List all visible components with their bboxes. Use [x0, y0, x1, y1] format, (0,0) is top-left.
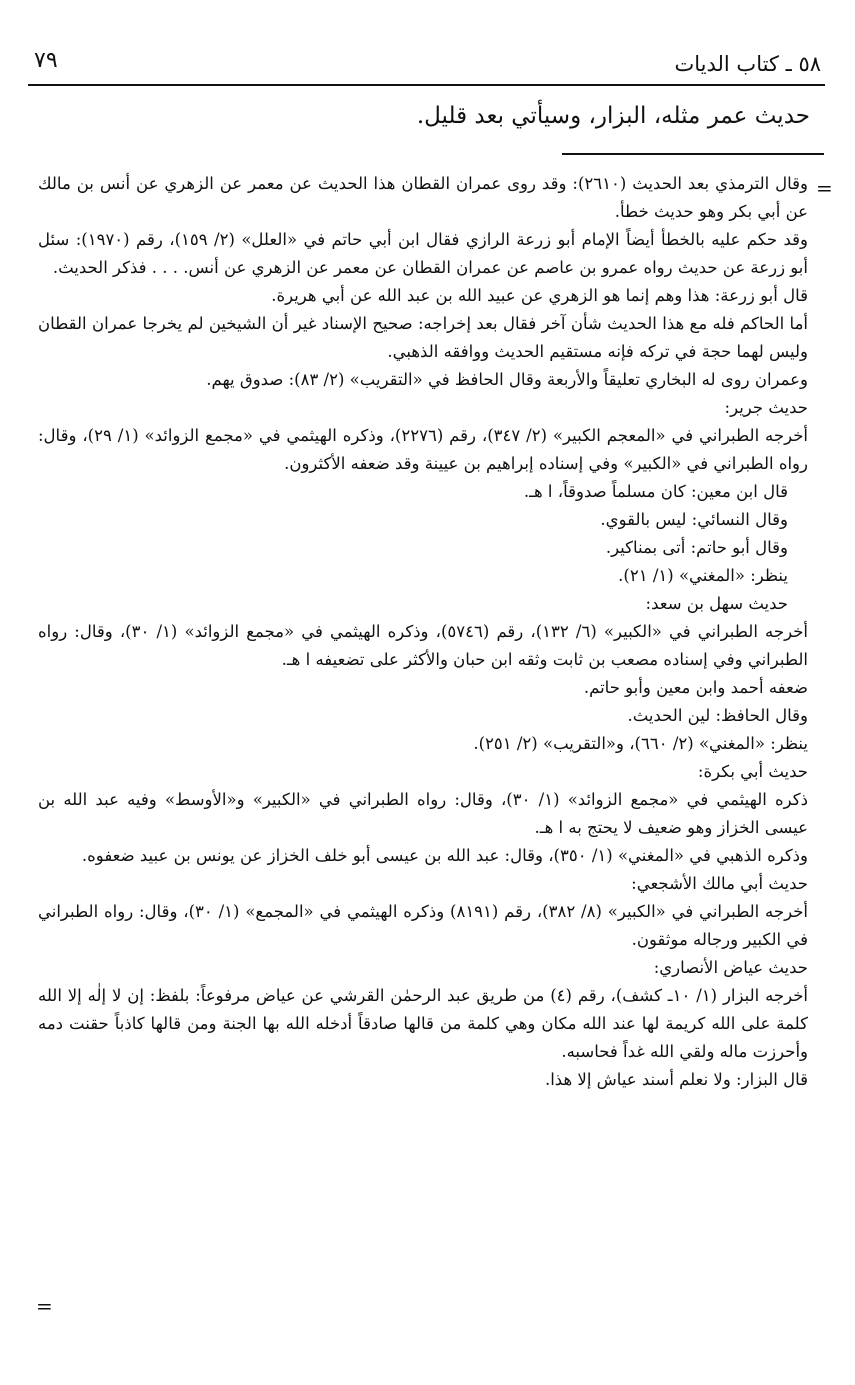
- footnote-heading: حديث جرير:: [724, 398, 808, 417]
- footnote-heading: حديث عياض الأنصاري:: [653, 958, 808, 977]
- footnote-paragraph: وقال أبو حاتم: أتى بمناكير.: [605, 538, 788, 557]
- continuation-mark-bottom: =: [36, 1294, 53, 1318]
- footnote-paragraph: ضعفه أحمد وابن معين وأبو حاتم.: [583, 678, 808, 697]
- footnote-heading: حديث سهل بن سعد:: [645, 594, 788, 613]
- footnote-paragraph: أخرجه الطبراني في «المعجم الكبير» (٢/ ٣٤٧)، رقم (٢٢٧٦)، وذكره الهيثمي في «مجمع الزوائد» (١/ ٢٩)، وقال: رواه الطبراني في «الكبير» وفي إسناده إبراهيم بن عيينة وقد ضعفه الأكثرون.: [38, 426, 808, 473]
- footnote-paragraph: ينظر: «المغني» (٢/ ٦٦٠)، و«التقريب» (٢/ ٢٥١).: [473, 734, 808, 753]
- footnote-paragraph: ذكره الهيثمي في «مجمع الزوائد» (١/ ٣٠)، وقال: رواه الطبراني في «الكبير» و«الأوسط» وفيه عبد الله بن عيسى الخزاز وهو ضعيف لا يحتج به ا هـ.: [38, 790, 808, 837]
- footnote-paragraph: وقال الحافظ: لين الحديث.: [627, 706, 808, 725]
- main-text: حديث عمر مثله، البزار، وسيأتي بعد قليل.: [416, 103, 810, 129]
- continuation-mark-top: =: [816, 176, 833, 200]
- footnote-heading: حديث أبي مالك الأشجعي:: [631, 874, 808, 893]
- footnote-paragraph: ينظر: «المغني» (١/ ٢١).: [618, 566, 788, 585]
- footnote-paragraph: قال ابن معين: كان مسلماً صدوقاً، ا هـ.: [523, 482, 788, 501]
- footnote-paragraph: أما الحاكم فله مع هذا الحديث شأن آخر فقال بعد إخراجه: صحيح الإسناد غير أن الشيخين لم يخرجا عمران القطان وليس لهما حجة في تركه فإنه مستقيم الحديث ووافقه الذهبي.: [38, 314, 808, 361]
- page-number: ٧٩: [34, 48, 58, 73]
- footnote-paragraph: أخرجه البزار (١/ ١٠ـ كشف)، رقم (٤) من طريق عبد الرحمٰن القرشي عن عياض مرفوعاً: بلفظ: إن لا إلٰه إلا الله كلمة على الله كريمة لها عند الله مكان وهي كلمة من قالها صادقاً أدخله الله بها الجنة ومن قالها كاذباً حقنت دمه وأحرزت ماله ولقي الله غداً فحاسبه.: [38, 986, 809, 1061]
- footnote-paragraph: وقد حكم عليه بالخطأ أيضاً الإمام أبو زرعة الرازي فقال ابن أبي حاتم في «العلل» (٢/ ١٥٩)، رقم (١٩٧٠): سئل أبو زرعة عن حديث رواه عمرو بن عاصم عن عمران القطان عن معمر عن الزهري عن أنس. . . . فذكر الحديث.: [38, 230, 808, 277]
- footnote-paragraph: قال البزار: ولا نعلم أسند عياش إلا هذا.: [544, 1070, 808, 1089]
- footnote-heading: حديث أبي بكرة:: [697, 762, 808, 781]
- footnote-paragraph: وقال الترمذي بعد الحديث (٢٦١٠): وقد روى عمران القطان هذا الحديث عن معمر عن الزهري عن أنس بن مالك عن أبي بكر وهو حديث خطأ.: [38, 174, 809, 221]
- footnote-paragraph: أخرجه الطبراني في «الكبير» (٨/ ٣٨٢)، رقم (٨١٩١) وذكره الهيثمي في «المجمع» (١/ ٣٠)، وقال: رواه الطبراني في الكبير ورجاله موثقون.: [38, 902, 808, 949]
- footnote-paragraph: وذكره الذهبي في «المغني» (١/ ٣٥٠)، وقال: عبد الله بن عيسى أبو خلف الخزاز عن يونس بن عبيد ضعفوه.: [81, 846, 808, 865]
- footnote-paragraph: أخرجه الطبراني في «الكبير» (٦/ ١٣٢)، رقم (٥٧٤٦)، وذكره الهيثمي في «مجمع الزوائد» (١/ ٣٠)، وقال: رواه الطبراني وفي إسناده مصعب بن ثابت وثقه ابن حبان والأكثر على تضعيفه ا هـ.: [38, 622, 808, 669]
- footnote-paragraph: قال أبو زرعة: هذا وهم إنما هو الزهري عن عبيد الله بن عبد الله عن أبي هريرة.: [271, 286, 808, 305]
- footnote-separator: [562, 153, 824, 155]
- footnote-paragraph: وعمران روى له البخاري تعليقاً والأربعة وقال الحافظ في «التقريب» (٢/ ٨٣): صدوق يهم.: [206, 370, 808, 389]
- footnote-paragraph: وقال النسائي: ليس بالقوي.: [600, 510, 788, 529]
- running-title: ٥٨ ـ كتاب الديات: [674, 52, 821, 76]
- footnotes-block: [38, 170, 808, 1094]
- page-header: [28, 44, 825, 86]
